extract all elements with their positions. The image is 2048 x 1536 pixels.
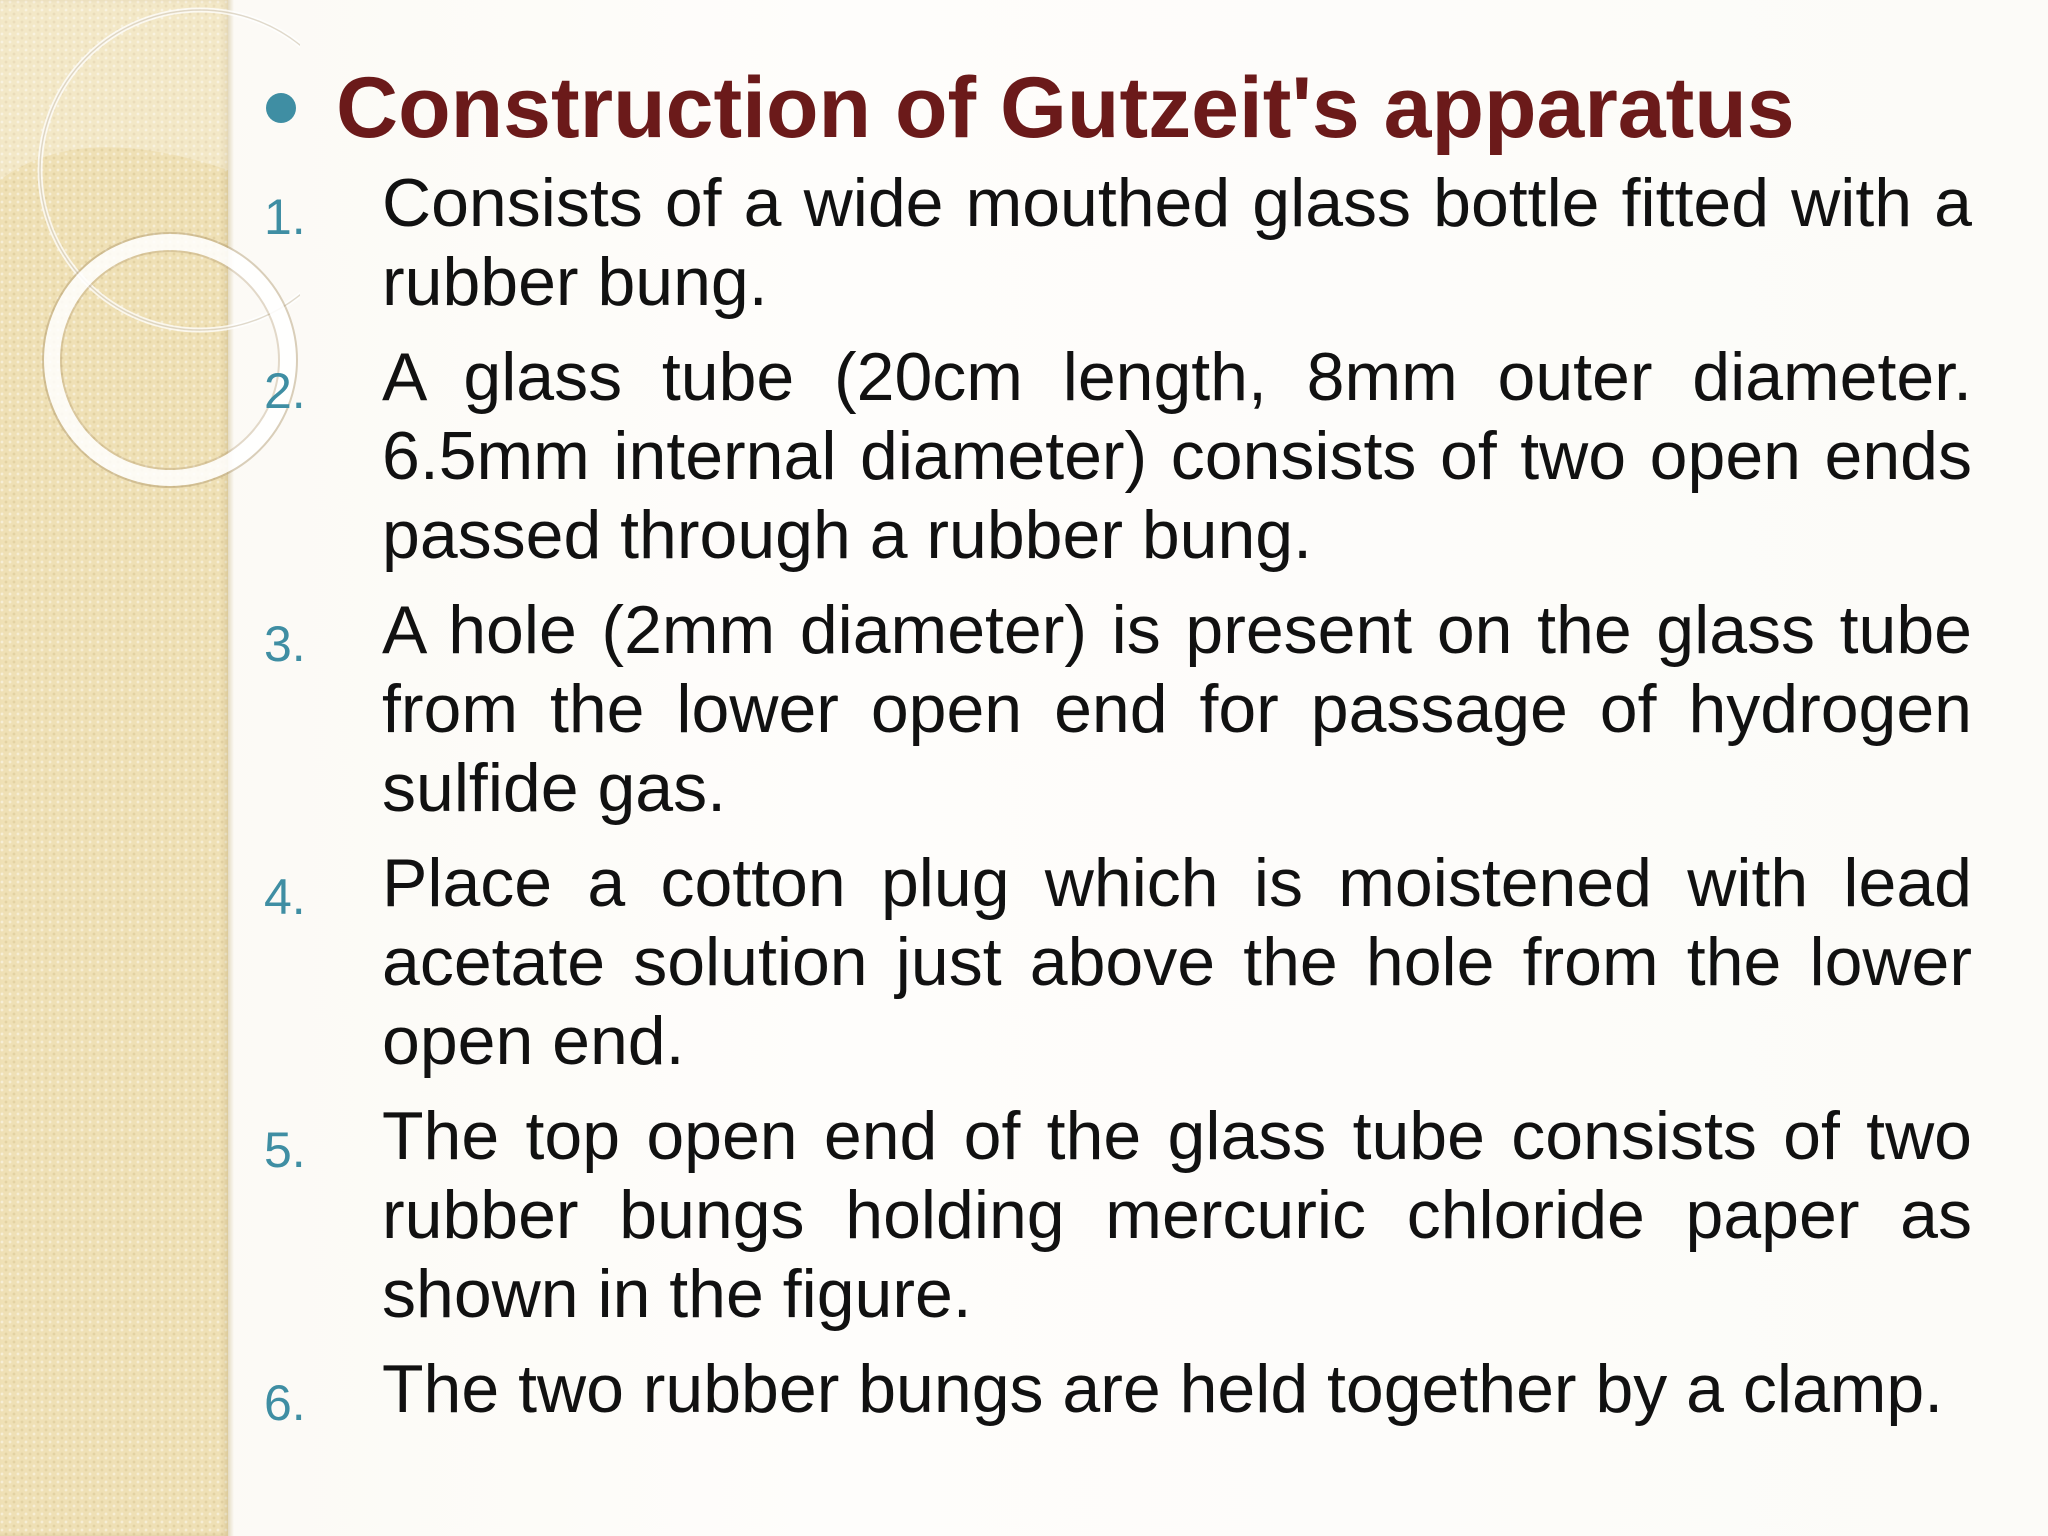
list-item-text: A hole (2mm diameter) is present on the glass tube from the lower open end for passage of hydrogen sulfide gas. (382, 592, 1972, 826)
list-item-number: 3. (264, 616, 306, 672)
list-item (262, 591, 1972, 828)
glass-reflection-shape (0, 0, 228, 180)
list-item (262, 164, 1972, 322)
small-ring-inner-shadow (61, 251, 279, 469)
list-item-number: 4. (264, 869, 306, 925)
list-item (262, 1097, 1972, 1334)
list-item-number: 2. (264, 363, 306, 419)
list-item (262, 844, 1972, 1081)
list-item-text: The top open end of the glass tube consists of two rubber bungs holding mercuric chloride paper as shown in the figure. (382, 1098, 1972, 1332)
list-item-text: A glass tube (20cm length, 8mm outer diameter. 6.5mm internal diameter) consists of two open ends passed through a rubber bung. (382, 339, 1972, 573)
list-item-text: Consists of a wide mouthed glass bottle fitted with a rubber bung. (382, 165, 1972, 320)
slide-title: Construction of Gutzeit's apparatus (336, 59, 1795, 156)
small-ring-icon (52, 242, 288, 478)
bullet-dot-icon (266, 93, 296, 123)
decorative-rings (0, 0, 300, 560)
title-row (262, 58, 1972, 158)
list-item-number: 6. (264, 1375, 306, 1431)
list-item-text: The two rubber bungs are held together by a clamp. (382, 1351, 1944, 1427)
list-item-number: 1. (264, 189, 306, 245)
list-item (262, 338, 1972, 575)
list-item-number: 5. (264, 1122, 306, 1178)
list-item (262, 1350, 1972, 1432)
numbered-list (262, 164, 1972, 1432)
slide-content (262, 58, 1972, 1448)
list-item-text: Place a cotton plug which is moistened with lead acetate solution just above the hole from the lower open end. (382, 845, 1972, 1079)
